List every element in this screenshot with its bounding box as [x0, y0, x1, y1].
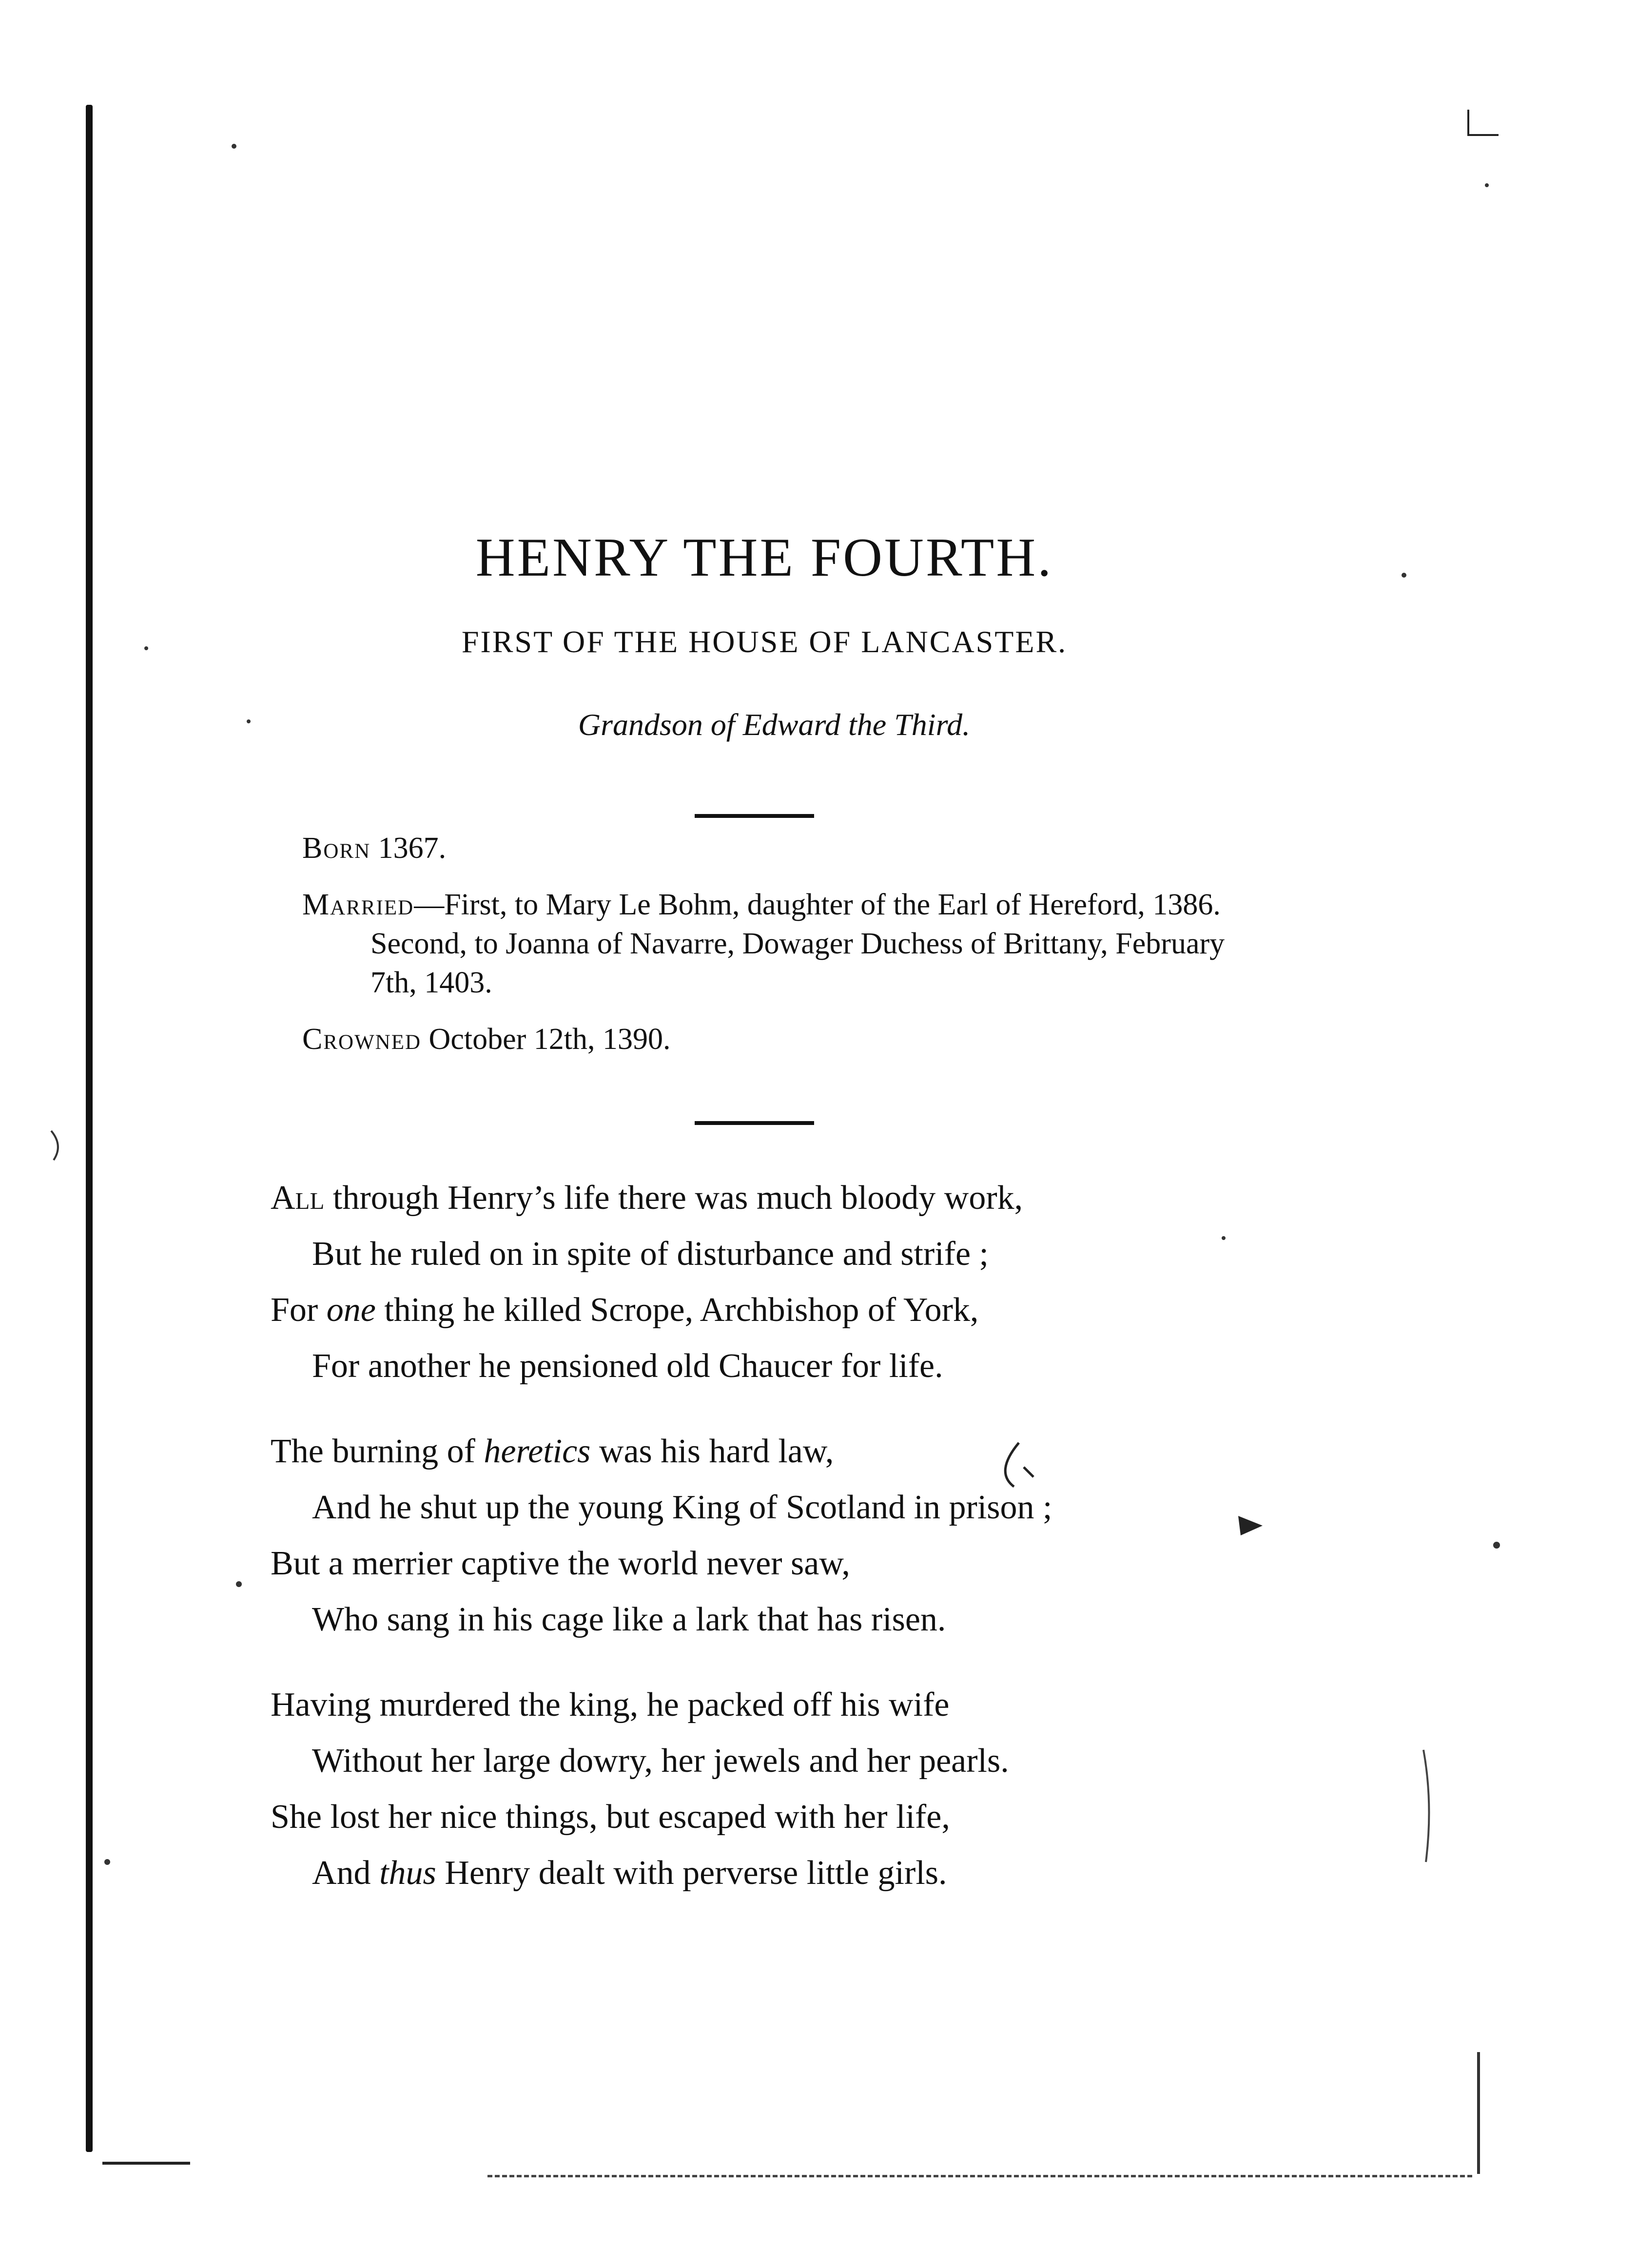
scan-bottom-edge [487, 2175, 1472, 2177]
poem-line: She lost her nice things, but escaped with her life, [271, 1798, 950, 1836]
fact-label: Married [302, 888, 414, 921]
fact-label: Born [302, 832, 371, 865]
line-text: For [271, 1291, 327, 1329]
line-emphasis: one [326, 1291, 376, 1329]
corner-mark [1467, 110, 1499, 136]
poem-line [271, 1423, 1343, 1479]
facts-block [302, 829, 1228, 1076]
line-text: And [312, 1854, 380, 1892]
divider-rule [695, 1121, 814, 1125]
stanza [271, 1170, 1343, 1394]
page-subtitle: FIRST OF THE HOUSE OF LANCASTER. [461, 624, 1068, 659]
poem-line: Who sang in his cage like a lark that has risen. [312, 1601, 946, 1638]
scan-right-edge [1477, 2052, 1480, 2174]
line-emphasis: heretics [484, 1433, 591, 1470]
poem-line [271, 1282, 1343, 1338]
poem-line [271, 1845, 1343, 1901]
fact-text: 1367. [370, 832, 447, 865]
stanza [271, 1423, 1343, 1648]
fact-born [302, 829, 1228, 868]
stanza [271, 1677, 1343, 1901]
line-emphasis: thus [379, 1854, 436, 1892]
line-lead: All [271, 1179, 325, 1217]
line-text: The burning of [271, 1433, 484, 1470]
binding-edge [86, 105, 93, 2152]
line-text: Henry dealt with perverse little girls. [436, 1854, 947, 1892]
page-title: HENRY THE FOURTH. [475, 527, 1053, 588]
binding-edge-foot [102, 2162, 190, 2165]
line-text: through Henry’s life there was much bloody work, [324, 1179, 1023, 1217]
poem-line: But he ruled on in spite of disturbance and strife ; [312, 1235, 989, 1273]
fact-text: October 12th, 1390. [421, 1023, 671, 1056]
fact-crowned [302, 1020, 1228, 1059]
fact-text: —First, to Mary Le Bohm, daughter of the Earl of Hereford, 1386. Second, to Joanna of Navarre, Dowager Duchess of Brittany, February 7th, 1403. [370, 888, 1225, 999]
divider-rule [695, 814, 814, 818]
fact-married [302, 885, 1228, 1002]
poem-line: Without her large dowry, her jewels and her pearls. [312, 1742, 1009, 1780]
line-text: was his hard law, [590, 1433, 834, 1470]
fact-label: Crowned [302, 1023, 422, 1056]
lineage-line: Grandson of Edward the Third. [578, 707, 971, 742]
poem-line: And he shut up the young King of Scotland in prison ; [312, 1489, 1052, 1526]
poem-line: Having murdered the king, he packed off his wife [271, 1686, 950, 1724]
poem [271, 1170, 1343, 1930]
poem-line: For another he pensioned old Chaucer for life. [312, 1347, 943, 1385]
poem-line: But a merrier captive the world never saw, [271, 1545, 850, 1582]
poem-line [271, 1170, 1343, 1226]
line-text: thing he killed Scrope, Archbishop of York, [375, 1291, 979, 1329]
